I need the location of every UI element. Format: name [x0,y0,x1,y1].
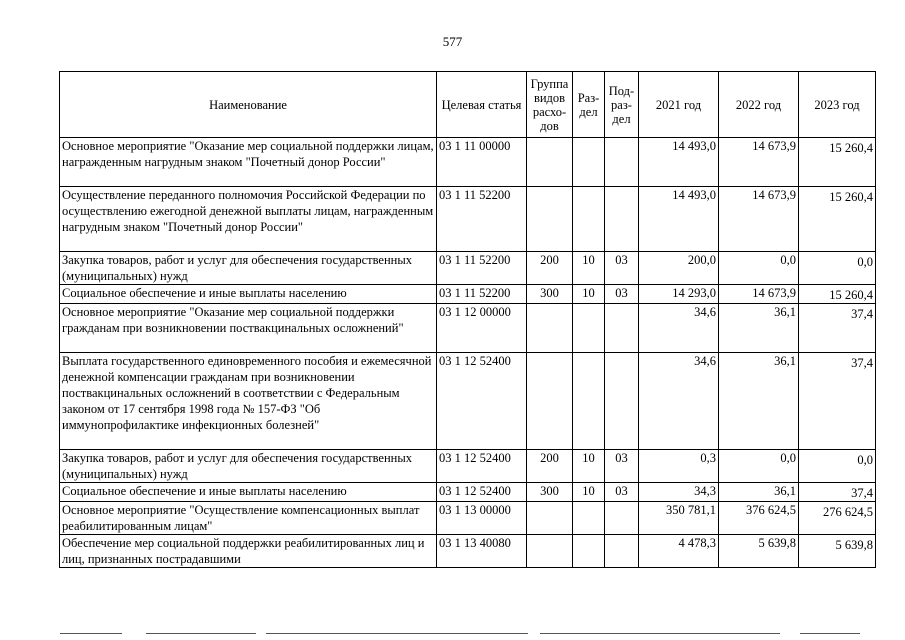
row-value-2023-text: 0,0 [857,453,873,467]
row-value-2023 [799,450,876,483]
row-name [60,138,437,187]
row-value-2023 [799,353,876,450]
row-group-text: 200 [540,451,559,465]
row-target-code-text: 03 1 11 00000 [439,139,511,153]
row-group [527,502,573,535]
row-subsection [605,304,639,353]
row-target-code-text: 03 1 11 52200 [439,253,511,267]
row-value-2023-text: 37,4 [851,307,873,321]
table-row [60,502,876,535]
table-row [60,450,876,483]
table-row [60,285,876,304]
row-value-2021 [639,285,719,304]
row-value-2022 [719,285,799,304]
header-2022: 2022 год [719,72,799,138]
row-section-text: 10 [582,451,595,465]
header-subsection: Под- раз- дел [605,72,639,138]
row-group [527,353,573,450]
row-target-code-text: 03 1 13 00000 [439,503,511,517]
row-value-2021 [639,450,719,483]
row-subsection-text: 03 [615,253,628,267]
row-subsection [605,483,639,502]
row-target-code-text: 03 1 12 52400 [439,484,511,498]
row-value-2022-text: 0,0 [780,451,796,465]
row-value-2021-text: 34,6 [694,354,716,368]
row-subsection [605,353,639,450]
row-value-2023 [799,285,876,304]
row-target-code [437,252,527,285]
row-name [60,285,437,304]
header-section: Раз- дел [573,72,605,138]
row-section [573,353,605,450]
row-value-2022-text: 36,1 [774,484,796,498]
row-section-text: 10 [582,484,595,498]
row-value-2023-text: 37,4 [851,356,873,370]
row-section [573,304,605,353]
row-subsection-text: 03 [615,286,628,300]
row-name-text: Осуществление переданного полномочия Российской Федерации по осуществлению ежегодной денежной выплаты лицам, награжденным нагрудным знаком "Почетный донор России" [62,188,434,234]
row-value-2021-text: 34,3 [694,484,716,498]
row-name-text: Социальное обеспечение и иные выплаты населению [62,484,347,498]
row-value-2023 [799,187,876,252]
row-target-code-text: 03 1 12 52400 [439,451,511,465]
page-number: 577 [442,34,463,49]
row-section [573,450,605,483]
row-section-text: 10 [582,286,595,300]
row-value-2023-text: 15 260,4 [829,190,873,204]
row-group [527,252,573,285]
row-target-code-text: 03 1 12 52400 [439,354,511,368]
row-value-2021 [639,304,719,353]
row-target-code-text: 03 1 11 52200 [439,286,511,300]
row-group [527,450,573,483]
header-group: Группа видов расхо- дов [527,72,573,138]
row-value-2021 [639,138,719,187]
row-value-2023 [799,138,876,187]
row-value-2021 [639,502,719,535]
row-value-2022 [719,304,799,353]
row-value-2023 [799,483,876,502]
row-value-2022-text: 5 639,8 [758,536,796,550]
row-value-2022 [719,252,799,285]
row-name-text: Обеспечение мер социальной поддержки реабилитированных лиц и лиц, признанных пострадавшими [62,536,425,566]
row-value-2021-text: 14 493,0 [672,188,716,202]
row-group [527,535,573,568]
row-group [527,138,573,187]
row-value-2022 [719,353,799,450]
row-name [60,535,437,568]
row-value-2021-text: 4 478,3 [678,536,716,550]
row-subsection [605,450,639,483]
row-name-text: Закупка товаров, работ и услуг для обеспечения государственных (муниципальных) нужд [62,451,413,481]
row-group [527,187,573,252]
row-target-code [437,353,527,450]
header-2023: 2023 год [799,72,876,138]
row-target-code [437,138,527,187]
row-name [60,483,437,502]
row-value-2021-text: 0,3 [700,451,716,465]
row-target-code [437,450,527,483]
row-section [573,535,605,568]
row-name [60,450,437,483]
row-value-2021-text: 34,6 [694,305,716,319]
row-value-2023-text: 276 624,5 [823,505,873,519]
row-value-2023-text: 5 639,8 [835,538,873,552]
row-value-2023 [799,252,876,285]
row-name [60,304,437,353]
row-value-2022 [719,502,799,535]
row-value-2021-text: 14 293,0 [672,286,716,300]
row-target-code [437,304,527,353]
row-target-code-text: 03 1 12 00000 [439,305,511,319]
row-name-text: Закупка товаров, работ и услуг для обеспечения государственных (муниципальных) нужд [62,253,413,283]
row-value-2021 [639,252,719,285]
row-section [573,285,605,304]
row-target-code [437,483,527,502]
row-value-2021 [639,535,719,568]
row-value-2023 [799,502,876,535]
row-value-2021 [639,353,719,450]
table-row [60,304,876,353]
row-section-text: 10 [582,253,595,267]
row-value-2021 [639,483,719,502]
table-row [60,252,876,285]
row-subsection-text: 03 [615,451,628,465]
row-value-2023-text: 37,4 [851,486,873,500]
table-header-row [60,72,876,138]
row-target-code [437,502,527,535]
row-name-text: Основное мероприятие "Оказание мер социальной поддержки лицам, награжденным нагрудным знаком "Почетный донор России" [62,139,434,169]
table-row [60,187,876,252]
header-target: Целевая статья [437,72,527,138]
row-group-text: 200 [540,253,559,267]
row-name-text: Выплата государственного единовременного пособия и ежемесячной денежной компенсации гражданам при возникновении поствакцинальных осложнений в соответствии с Федеральным законом от 17 сентября 1998 года № 157-ФЗ "Об иммунопрофилактике инфекционных болезней" [62,354,432,432]
row-group [527,304,573,353]
row-name [60,502,437,535]
row-value-2022 [719,187,799,252]
row-value-2023-text: 0,0 [857,255,873,269]
row-value-2022 [719,483,799,502]
row-value-2022-text: 14 673,9 [752,286,796,300]
row-value-2021-text: 350 781,1 [666,503,716,517]
header-2021: 2021 год [639,72,719,138]
row-name [60,187,437,252]
row-name [60,252,437,285]
row-value-2023 [799,535,876,568]
row-section [573,252,605,285]
row-target-code [437,187,527,252]
row-group-text: 300 [540,286,559,300]
budget-table [59,71,876,568]
row-value-2023-text: 15 260,4 [829,288,873,302]
row-value-2022-text: 0,0 [780,253,796,267]
table-row [60,138,876,187]
row-subsection [605,502,639,535]
row-name [60,353,437,450]
row-section [573,483,605,502]
row-target-code-text: 03 1 11 52200 [439,188,511,202]
row-subsection [605,252,639,285]
row-value-2022-text: 376 624,5 [746,503,796,517]
row-name-text: Социальное обеспечение и иные выплаты населению [62,286,347,300]
footer-lines [0,633,905,637]
row-value-2022 [719,138,799,187]
row-group [527,285,573,304]
row-subsection [605,535,639,568]
row-value-2021-text: 14 493,0 [672,139,716,153]
row-target-code [437,535,527,568]
row-subsection [605,187,639,252]
row-value-2022-text: 36,1 [774,354,796,368]
row-target-code [437,285,527,304]
header-name: Наименование [60,72,437,138]
row-name-text: Основное мероприятие "Оказание мер социальной поддержки гражданам при возникновении поствакцинальных осложнений" [62,305,404,335]
row-value-2022-text: 14 673,9 [752,188,796,202]
row-value-2022-text: 14 673,9 [752,139,796,153]
row-value-2023 [799,304,876,353]
row-subsection [605,285,639,304]
row-value-2021-text: 200,0 [687,253,716,267]
row-section [573,502,605,535]
row-section [573,138,605,187]
row-name-text: Основное мероприятие "Осуществление компенсационных выплат реабилитированным лицам" [62,503,420,533]
row-value-2023-text: 15 260,4 [829,141,873,155]
row-subsection-text: 03 [615,484,628,498]
table-row [60,353,876,450]
table-row [60,483,876,502]
row-group-text: 300 [540,484,559,498]
row-subsection [605,138,639,187]
row-value-2022-text: 36,1 [774,305,796,319]
row-value-2021 [639,187,719,252]
row-section [573,187,605,252]
row-group [527,483,573,502]
row-target-code-text: 03 1 13 40080 [439,536,511,550]
row-value-2022 [719,450,799,483]
row-value-2022 [719,535,799,568]
table-row [60,535,876,568]
